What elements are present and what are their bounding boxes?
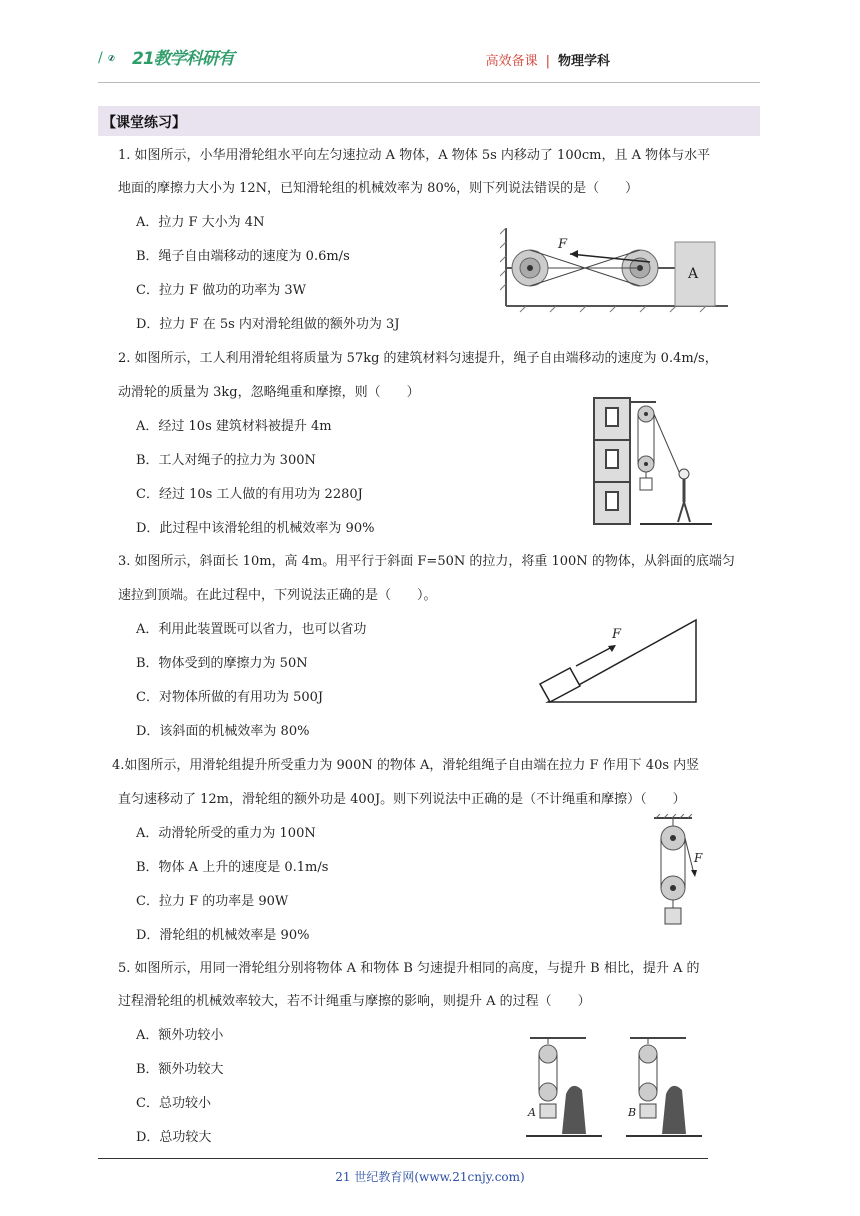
q4-option-d: D．滑轮组的机械效率是 90% bbox=[136, 928, 310, 943]
header-divider bbox=[98, 82, 760, 83]
q4-option-b: B．物体 A 上升的速度是 0.1m/s bbox=[136, 860, 329, 875]
q4-line-2: 直匀速移动了 12m，滑轮组的额外功是 400J。则下列说法中正确的是（不计绳重和摩擦）（ ） bbox=[118, 792, 686, 807]
q2-line-2: 动滑轮的质量为 3kg，忽略绳重和摩擦，则（ ） bbox=[118, 385, 420, 400]
q5-line-2: 过程滑轮组的机械效率较大，若不计绳重与摩擦的影响，则提升 A 的过程（ ） bbox=[118, 994, 591, 1009]
q2-option-d: D．此过程中该滑轮组的机械效率为 90% bbox=[136, 521, 375, 536]
header-label-a: 高效备课 bbox=[485, 54, 538, 69]
q2-option-c: C．经过 10s 工人做的有用功为 2280J bbox=[136, 487, 363, 502]
q4-option-c: C．拉力 F 的功率是 90W bbox=[136, 894, 289, 909]
q3-incline-figure bbox=[536, 616, 702, 706]
q4-pulley-figure bbox=[648, 814, 708, 926]
logo-text: 21教学科研有 bbox=[132, 49, 234, 69]
q3-figure-label-f: F bbox=[612, 627, 622, 642]
q5-figure-label-a: A bbox=[528, 1106, 536, 1119]
footer-source: 21 世纪教育网(www.21cnjy.com) bbox=[335, 1170, 525, 1184]
q4-line-1: 4.如图所示，用滑轮组提升所受重力为 900N 的物体 A，滑轮组绳子自由端在拉力 F 作用下 40s 内竖 bbox=[112, 758, 700, 773]
q5-option-a: A．额外功较小 bbox=[136, 1028, 224, 1043]
q1-line-2: 地面的摩擦力大小为 12N，已知滑轮组的机械效率为 80%，则下列说法错误的是（ ） bbox=[118, 181, 639, 196]
q1-line-1: 1. 如图所示，小华用滑轮组水平向左匀速拉动 A 物体，A 物体 5s 内移动了 100cm，且 A 物体与水平 bbox=[118, 148, 711, 163]
q5-option-c: C．总功较小 bbox=[136, 1096, 211, 1111]
q2-option-b: B．工人对绳子的拉力为 300N bbox=[136, 453, 316, 468]
q5-line-1: 5. 如图所示，用同一滑轮组分别将物体 A 和物体 B 匀速提升相同的高度，与提升 B 相比，提升 A 的 bbox=[118, 961, 700, 976]
header-separator: | bbox=[545, 54, 550, 69]
q2-option-a: A．经过 10s 建筑材料被提升 4m bbox=[136, 419, 332, 434]
section-bar bbox=[98, 106, 760, 136]
header-subject bbox=[486, 50, 610, 69]
q3-option-b: B．物体受到的摩擦力为 50N bbox=[136, 656, 308, 671]
q3-line-2: 速拉到顶端。在此过程中，下列说法正确的是（ ）。 bbox=[118, 588, 437, 603]
q4-option-a: A．动滑轮所受的重力为 100N bbox=[136, 826, 316, 841]
q2-building-pulley-figure bbox=[590, 394, 714, 526]
q4-figure-label-f: F bbox=[694, 851, 703, 865]
q1-pulley-figure bbox=[500, 228, 730, 316]
q1-figure-label-a: A bbox=[688, 266, 699, 282]
q1-figure-label-f: F bbox=[558, 237, 568, 252]
q1-option-a: A．拉力 F 大小为 4N bbox=[136, 215, 265, 230]
q5-option-d: D．总功较大 bbox=[136, 1130, 212, 1145]
q3-line-1: 3. 如图所示，斜面长 10m，高 4m。用平行于斜面 F=50N 的拉力，将重 100N 的物体，从斜面的底端匀 bbox=[118, 554, 735, 569]
logo-slash: / bbox=[98, 50, 103, 66]
q5-figure-label-b: B bbox=[628, 1106, 637, 1119]
q1-option-c: C．拉力 F 做功的功率为 3W bbox=[136, 283, 306, 298]
q5-two-pulley-figure bbox=[526, 1034, 702, 1140]
q3-option-d: D．该斜面的机械效率为 80% bbox=[136, 724, 310, 739]
q2-line-1: 2. 如图所示，工人利用滑轮组将质量为 57kg 的建筑材料匀速提升，绳子自由端移动的速度为 0.4m/s， bbox=[118, 351, 718, 366]
q5-option-b: B．额外功较大 bbox=[136, 1062, 224, 1077]
q1-option-b: B．绳子自由端移动的速度为 0.6m/s bbox=[136, 249, 350, 264]
q3-option-c: C．对物体所做的有用功为 500J bbox=[136, 690, 324, 705]
header-label-b: 物理学科 bbox=[557, 54, 610, 69]
footer-divider bbox=[98, 1158, 708, 1159]
q3-option-a: A．利用此装置既可以省力，也可以省功 bbox=[136, 622, 367, 637]
q1-option-d: D．拉力 F 在 5s 内对滑轮组做的额外功为 3J bbox=[136, 317, 400, 332]
section-title: 【课堂练习】 bbox=[102, 115, 186, 131]
